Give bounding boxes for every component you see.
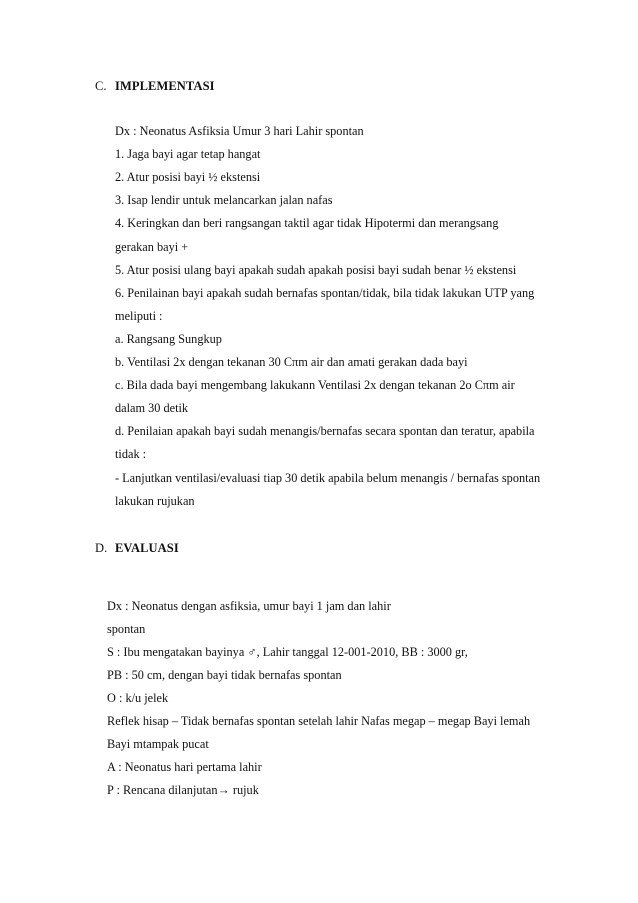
section-letter: C. bbox=[95, 79, 107, 93]
text-line: d. Penilaian apakah bayi sudah menangis/bernafas secara spontan dan teratur, apabila bbox=[115, 424, 535, 439]
text-line: 5. Atur posisi ulang bayi apakah sudah apakah posisi bayi sudah benar ½ ekstensi bbox=[115, 262, 517, 277]
text-line: 6. Penilainan bayi apakah sudah bernafas spontan/tidak, bila tidak lakukan UTP yang bbox=[115, 285, 535, 300]
text-line: b. Ventilasi 2x dengan tekanan 30 Cπm air dan amati gerakan dada bayi bbox=[115, 355, 468, 369]
text-line: A : Neonatus hari pertama lahir bbox=[107, 760, 262, 774]
text-line: a. Rangsang Sungkup bbox=[115, 331, 222, 346]
section-heading-implementasi bbox=[95, 79, 215, 94]
text-line: Dx : Neonatus Asfiksia Umur 3 hari Lahir spontan bbox=[115, 124, 364, 138]
text-line: Bayi mtampak pucat bbox=[107, 737, 209, 751]
text-line: O : k/u jelek bbox=[107, 691, 169, 705]
text-line: lakukan rujukan bbox=[115, 493, 195, 508]
text-line: 1. Jaga bayi agar tetap hangat bbox=[115, 147, 261, 162]
text-line: tidak : bbox=[115, 447, 147, 462]
text-line: 2. Atur posisi bayi ½ ekstensi bbox=[115, 170, 261, 185]
text-line: gerakan bayi + bbox=[115, 239, 189, 254]
text-line: 3. Isap lendir untuk melancarkan jalan nafas bbox=[115, 193, 333, 208]
text-line: - Lanjutkan ventilasi/evaluasi tiap 30 detik apabila belum menangis / bernafas spontan bbox=[115, 470, 541, 485]
section-letter: D. bbox=[95, 541, 108, 555]
section-title: IMPLEMENTASI bbox=[115, 79, 215, 93]
section-title: EVALUASI bbox=[115, 541, 179, 555]
text-line: PB : 50 cm, dengan bayi tidak bernafas spontan bbox=[107, 668, 342, 682]
text-line: Reflek hisap – Tidak bernafas spontan setelah lahir Nafas megap – megap Bayi lemah bbox=[107, 714, 531, 728]
text-line: Dx : Neonatus dengan asfiksia, umur bayi 1 jam dan lahir bbox=[107, 599, 391, 613]
text-line: spontan bbox=[107, 622, 146, 636]
text-line: meliputi : bbox=[115, 308, 163, 323]
text-line: S : Ibu mengatakan bayinya ♂, Lahir tanggal 12-001-2010, BB : 3000 gr, bbox=[107, 645, 468, 659]
text-line: dalam 30 detik bbox=[115, 401, 189, 416]
text-line: c. Bila dada bayi mengembang lakukann Ventilasi 2x dengan tekanan 2o Cπm air bbox=[115, 378, 515, 393]
text-line: P : Rencana dilanjutan→ rujuk bbox=[107, 783, 259, 797]
section-heading-evaluasi bbox=[95, 541, 179, 556]
text-line: 4. Keringkan dan beri rangsangan taktil agar tidak Hipotermi dan merangsang bbox=[115, 216, 499, 231]
